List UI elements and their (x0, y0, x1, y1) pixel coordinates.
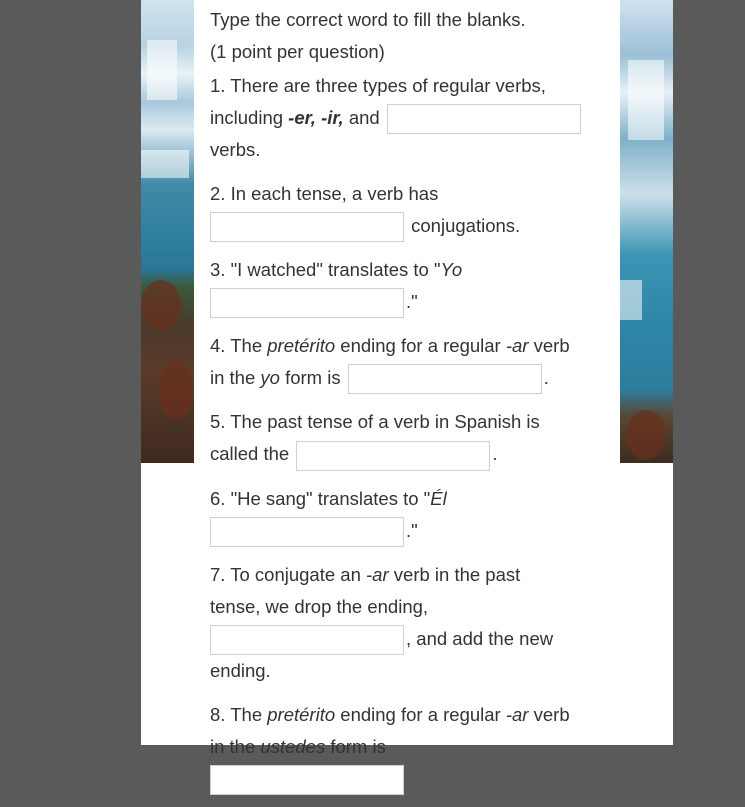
question-1-text-b: including (210, 107, 289, 128)
question-4-preterito: pretérito (267, 335, 336, 357)
question-7-text-f: ending. (210, 659, 271, 681)
question-5-line2 (210, 438, 600, 470)
question-2-answer-input[interactable] (210, 212, 404, 242)
question-5 (210, 406, 600, 470)
question-4-ar: -ar (505, 335, 529, 357)
question-8-text-a: 8. The (210, 703, 268, 725)
question-2-line2 (210, 210, 600, 242)
question-8-line3 (210, 763, 600, 795)
question-7-ar: -ar (366, 563, 389, 585)
question-2 (210, 178, 600, 242)
question-8-ustedes: ustedes (260, 735, 326, 757)
question-7-line1 (210, 559, 600, 591)
question-1-endings: -er, -ir, (288, 107, 344, 128)
question-4-period: . (543, 367, 549, 389)
instructions-title: Type the correct word to fill the blanks. (210, 9, 526, 30)
question-4-line1 (210, 330, 600, 362)
question-3 (210, 254, 600, 318)
question-7-text-a: 7. To conjugate an (210, 563, 367, 585)
instructions (210, 4, 600, 68)
instructions-points: (1 point per question) (210, 41, 385, 62)
question-5-period: . (492, 443, 498, 465)
question-6-answer-input[interactable] (210, 517, 404, 547)
quiz-content (210, 4, 600, 807)
question-3-text: 3. "I watched" translates to " (210, 259, 441, 281)
question-6-line2 (210, 515, 600, 547)
question-6-text: 6. "He sang" translates to " (210, 487, 431, 509)
question-7-text-d: tense, we drop the ending, (210, 595, 429, 617)
question-4-text-e: verb (528, 335, 570, 357)
question-1-answer-input[interactable] (387, 104, 581, 134)
question-4-text-a: 4. The (210, 335, 268, 357)
question-8 (210, 699, 600, 795)
question-1 (210, 70, 600, 166)
question-8-text-h: form is (325, 735, 386, 757)
question-7-answer-input[interactable] (210, 625, 404, 655)
question-1-text-e: verbs. (210, 139, 261, 161)
question-8-text-f: in the (210, 735, 261, 757)
quiz-panel (194, 0, 620, 757)
question-7 (210, 559, 600, 687)
question-1-text: 1. There are three types of regular verbs, (210, 75, 546, 96)
question-5-text-b: called the (210, 443, 290, 465)
question-2-text-b: conjugations. (411, 215, 521, 237)
glacier-photo-right (620, 0, 673, 463)
question-4-text-h: form is (279, 367, 341, 389)
question-6 (210, 483, 600, 547)
question-5-text: 5. The past tense of a verb in Spanish is (210, 411, 540, 433)
question-3-line2 (210, 286, 600, 318)
question-2-text: 2. In each tense, a verb has (210, 183, 439, 205)
question-8-preterito: pretérito (267, 703, 336, 725)
question-4-answer-input[interactable] (348, 364, 542, 394)
question-1-line2 (210, 102, 600, 134)
question-8-line2 (210, 731, 600, 763)
question-3-line1 (210, 254, 600, 286)
question-8-text-e: verb (528, 703, 570, 725)
question-7-text-c: verb in the past (388, 563, 521, 585)
question-1-text-d: and (343, 107, 380, 128)
question-5-answer-input[interactable] (296, 441, 490, 471)
question-6-line1 (210, 483, 600, 515)
question-4-text-f: in the (210, 367, 261, 389)
question-4 (210, 330, 600, 394)
question-4-line2 (210, 362, 600, 394)
question-8-ar: -ar (505, 703, 529, 725)
question-4-yo: yo (260, 367, 280, 389)
question-3-yo: Yo (440, 259, 463, 281)
glacier-photo-left (141, 0, 194, 463)
question-7-text-e: , and add the new (406, 627, 554, 649)
question-3-answer-input[interactable] (210, 288, 404, 318)
question-4-text-c: ending for a regular (335, 335, 506, 357)
question-7-line3 (210, 623, 600, 655)
question-3-closing: ." (406, 291, 418, 313)
question-8-text-c: ending for a regular (335, 703, 506, 725)
page-stage (141, 0, 673, 757)
question-6-closing: ." (406, 519, 418, 541)
question-8-answer-input[interactable] (210, 765, 404, 795)
question-6-el: Él (430, 487, 447, 509)
question-8-line1 (210, 699, 600, 731)
